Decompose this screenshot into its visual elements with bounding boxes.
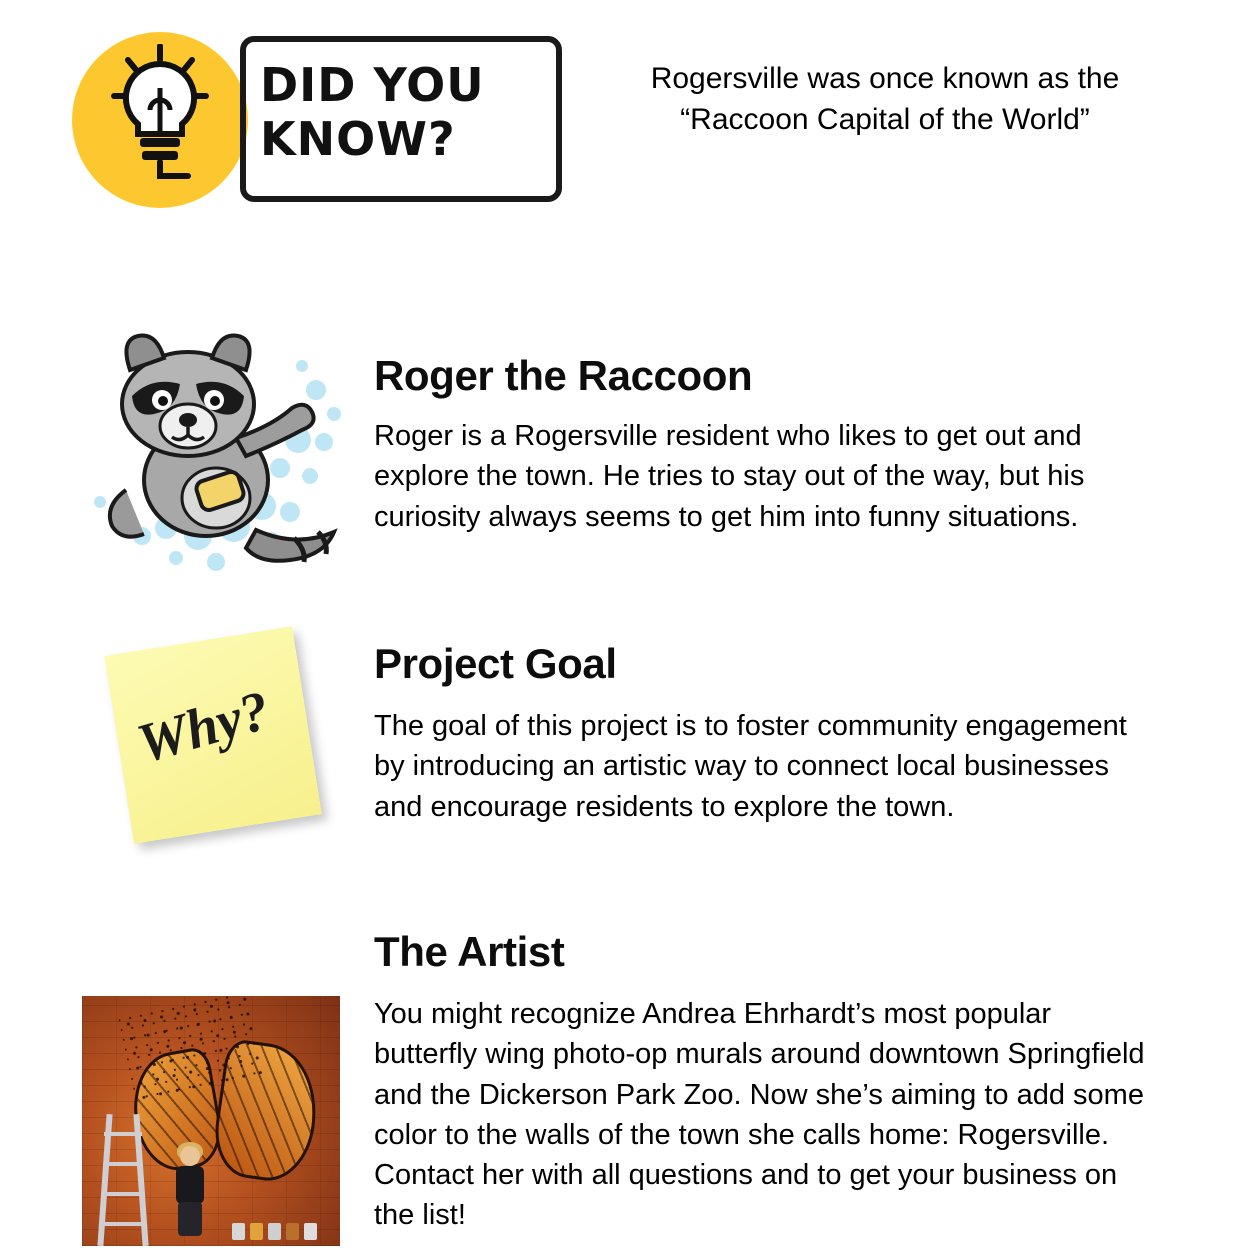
section-title-project-goal: Project Goal	[374, 640, 617, 687]
section-title-the-artist: The Artist	[374, 928, 565, 975]
lightbulb-icon	[108, 44, 212, 194]
banner-line-1: DID YOU	[260, 58, 485, 112]
section-body-roger: Roger is a Rogersville resident who likes to get out and explore the town. He tries to stay out of the way, but his curiosity always seems to get him into funny situations.	[374, 420, 1085, 533]
section-title-roger: Roger the Raccoon	[374, 352, 753, 399]
banner-line-2: KNOW?	[260, 112, 456, 167]
section-body-project-goal: The goal of this project is to foster community engagement by introducing an artistic way to connect local businesses and encourage residents to explore the town.	[374, 710, 1127, 823]
artist-figure	[168, 1146, 212, 1246]
ladder	[98, 1114, 150, 1246]
butterfly-mural-photo	[82, 996, 340, 1246]
raccoon-illustration	[66, 330, 356, 600]
did-you-know-banner	[72, 20, 572, 220]
paint-cans	[232, 1210, 322, 1240]
fact-text: Rogersville was once known as the “Raccoon Capital of the World”	[650, 62, 1120, 137]
banner-heading	[260, 58, 550, 167]
section-body-the-artist: You might recognize Andrea Ehrhardt’s most popular butterfly wing photo-op murals around downtown Springfield and the Dickerson Park Zoo. Now she’s aiming to add some color to the walls of the town she calls home: Rogersville. Contact her with all questions and to get your business on the list!	[374, 998, 1145, 1232]
sticky-note-text: Why?	[130, 679, 277, 776]
sticky-note	[104, 626, 321, 843]
